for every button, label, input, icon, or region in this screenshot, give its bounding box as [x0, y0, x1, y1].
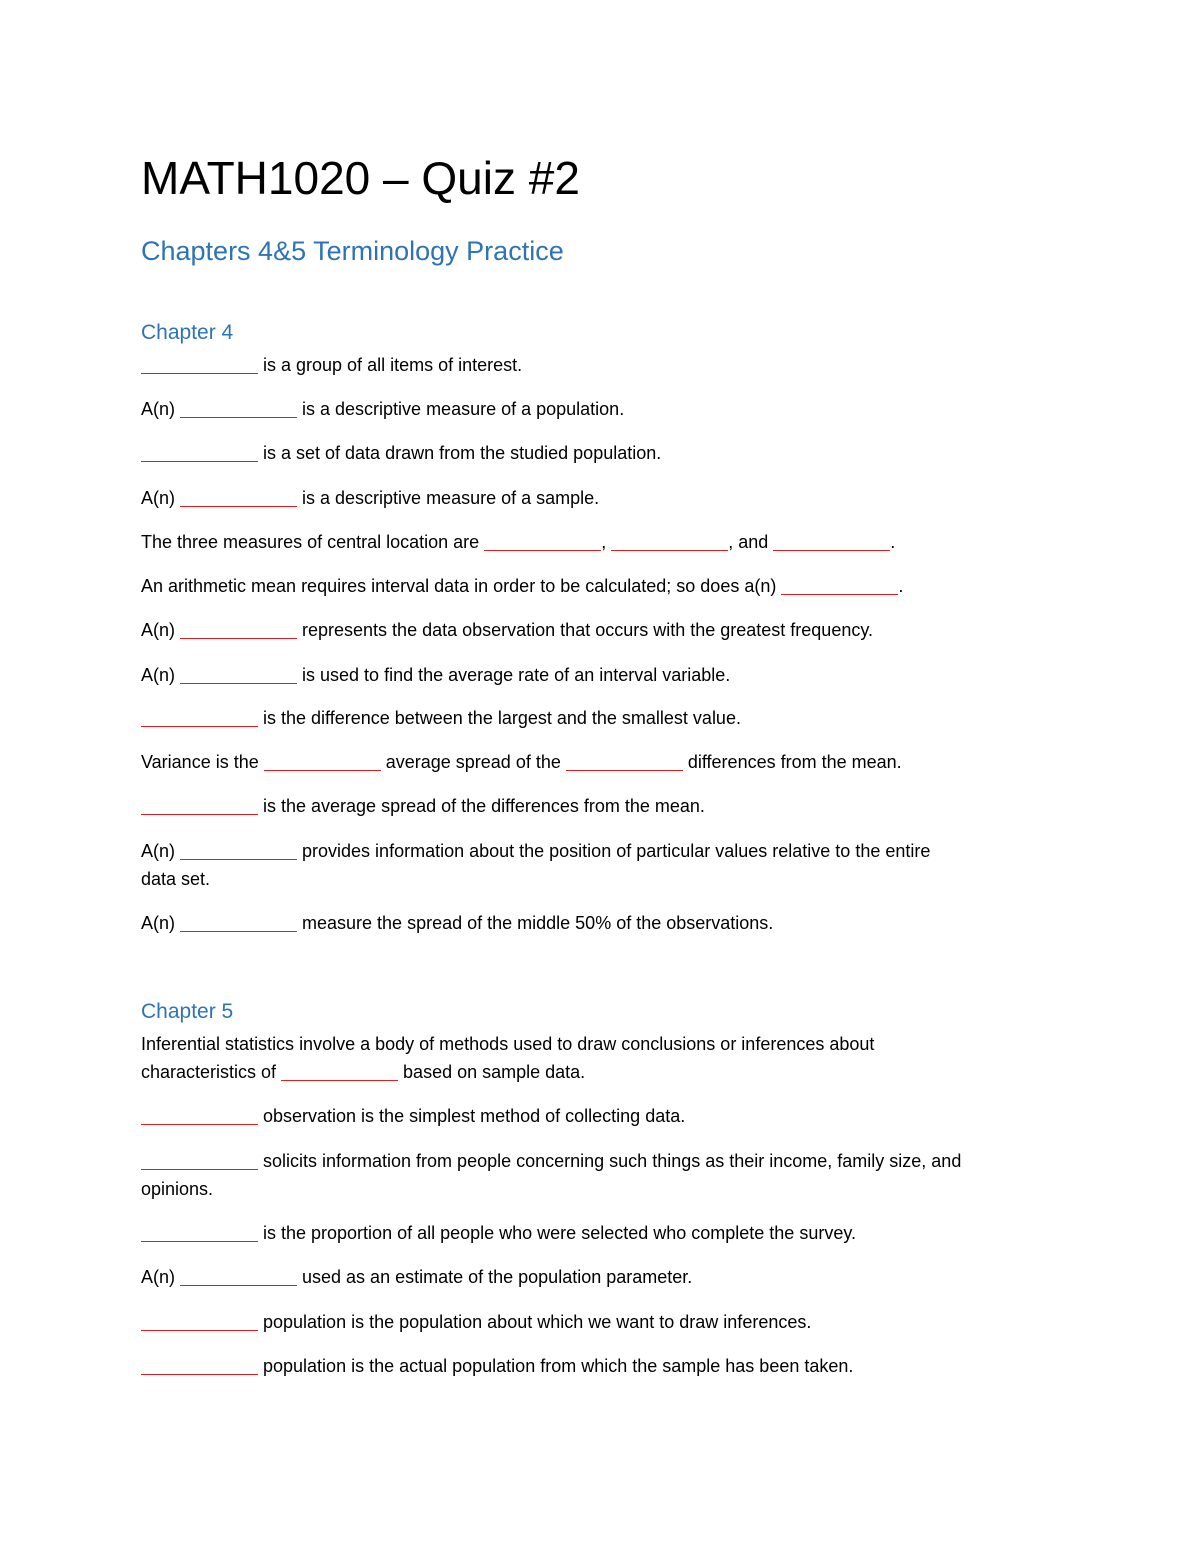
answer-blank[interactable]	[141, 1311, 258, 1331]
answer-blank[interactable]	[264, 751, 381, 771]
document-subtitle: Chapters 4&5 Terminology Practice	[141, 236, 564, 266]
ch5-question-3: solicits information from people concerning such things as their income, family size, and	[141, 1147, 1061, 1175]
ch5-question-3-continued: opinions.	[141, 1179, 214, 1199]
answer-blank[interactable]	[180, 619, 297, 639]
ch4-question-4: A(n) is a descriptive measure of a sample.	[141, 488, 600, 508]
answer-blank[interactable]	[566, 751, 683, 771]
ch4-question-13: A(n) measure the spread of the middle 50% of the observations.	[141, 913, 774, 933]
answer-blank[interactable]	[141, 1150, 258, 1170]
answer-blank[interactable]	[611, 531, 728, 551]
ch4-question-2: A(n) is a descriptive measure of a population.	[141, 399, 625, 419]
answer-blank[interactable]	[180, 840, 297, 860]
ch4-question-9: is the difference between the largest and the smallest value.	[141, 704, 1061, 732]
answer-blank[interactable]	[141, 1355, 258, 1375]
answer-blank[interactable]	[141, 1222, 258, 1242]
answer-blank[interactable]	[773, 531, 890, 551]
answer-blank[interactable]	[180, 398, 297, 418]
answer-blank[interactable]	[141, 795, 258, 815]
ch5-question-2: observation is the simplest method of collecting data.	[141, 1102, 1061, 1130]
answer-blank[interactable]	[281, 1061, 398, 1081]
ch4-question-3: is a set of data drawn from the studied population.	[141, 439, 1061, 467]
answer-blank[interactable]	[141, 442, 258, 462]
ch4-question-8: A(n) is used to find the average rate of an interval variable.	[141, 665, 731, 685]
ch5-question-6: population is the population about which we want to draw inferences.	[141, 1308, 1061, 1336]
answer-blank[interactable]	[484, 531, 601, 551]
document-title: MATH1020 – Quiz #2	[141, 152, 580, 204]
answer-blank[interactable]	[141, 707, 258, 727]
answer-blank[interactable]	[781, 575, 898, 595]
answer-blank[interactable]	[180, 912, 297, 932]
ch4-question-5: The three measures of central location are , , and .	[141, 532, 896, 552]
answer-blank[interactable]	[141, 354, 258, 374]
ch4-question-6: An arithmetic mean requires interval data in order to be calculated; so does a(n) .	[141, 576, 904, 596]
answer-blank[interactable]	[180, 1266, 297, 1286]
ch4-question-12: A(n) provides information about the position of particular values relative to the entire	[141, 841, 931, 861]
ch4-question-12-continued: data set.	[141, 869, 211, 889]
ch5-question-1-continued: characteristics of based on sample data.	[141, 1062, 586, 1082]
answer-blank[interactable]	[180, 664, 297, 684]
chapter-4-heading: Chapter 4	[141, 321, 234, 344]
ch4-question-1: is a group of all items of interest.	[141, 351, 1061, 379]
answer-blank[interactable]	[141, 1105, 258, 1125]
ch5-question-5: A(n) used as an estimate of the population parameter.	[141, 1267, 693, 1287]
ch4-question-7: A(n) represents the data observation that occurs with the greatest frequency.	[141, 620, 874, 640]
ch4-question-11: is the average spread of the differences from the mean.	[141, 792, 1061, 820]
ch5-question-1: Inferential statistics involve a body of methods used to draw conclusions or inferences about	[141, 1034, 875, 1054]
ch4-question-10: Variance is the average spread of the differences from the mean.	[141, 752, 902, 772]
answer-blank[interactable]	[180, 487, 297, 507]
ch5-question-4: is the proportion of all people who were selected who complete the survey.	[141, 1219, 1061, 1247]
ch5-question-7: population is the actual population from which the sample has been taken.	[141, 1352, 1061, 1380]
chapter-5-heading: Chapter 5	[141, 1000, 234, 1023]
